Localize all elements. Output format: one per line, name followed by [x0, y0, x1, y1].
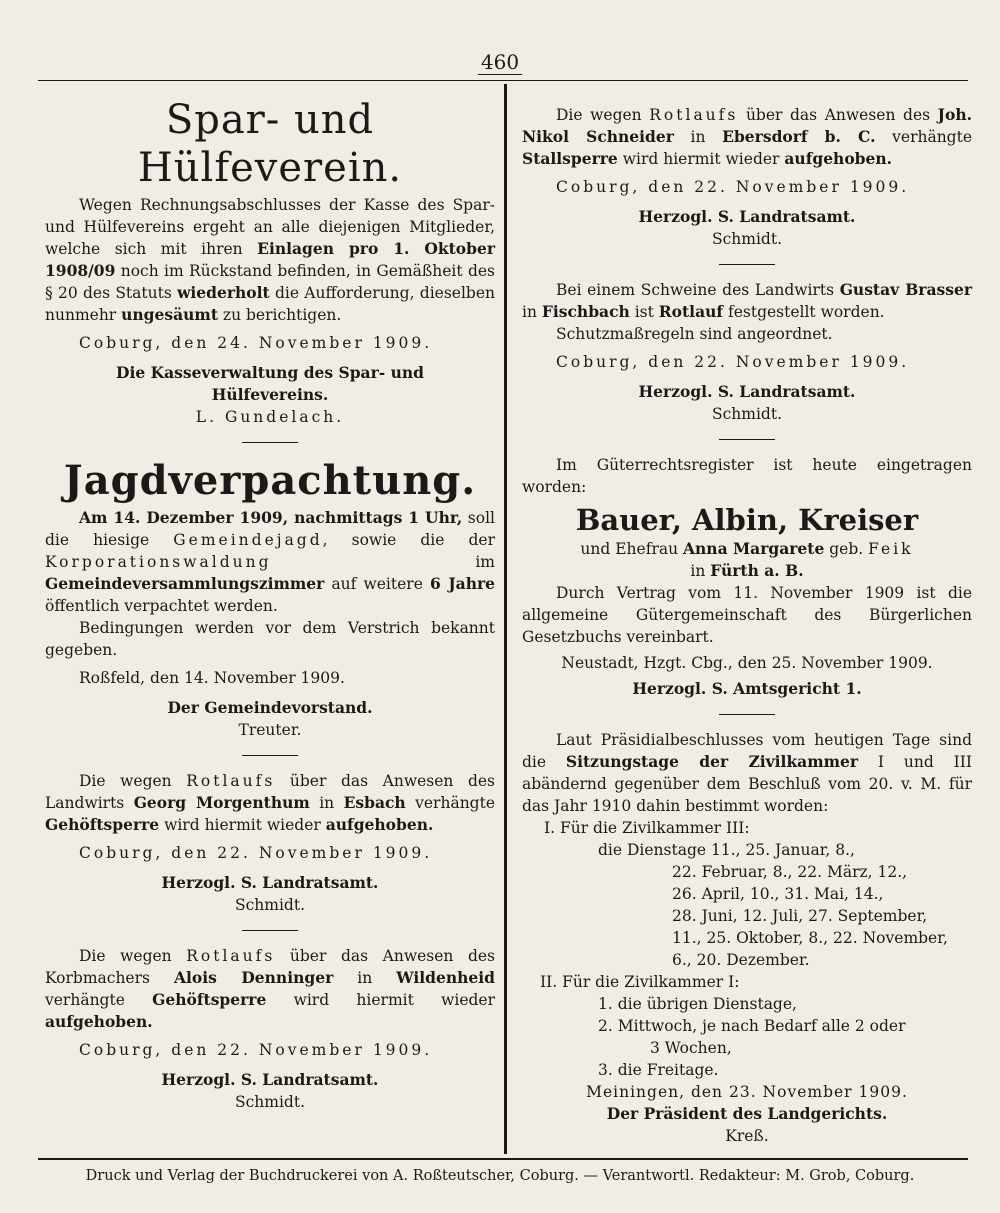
place-date: Coburg, den 22. November 1909.	[79, 844, 433, 862]
column-divider	[504, 84, 507, 1154]
authority-line-2: Hülfevereins.	[211, 385, 329, 404]
signature: L. Gundelach.	[195, 408, 345, 426]
notice-spar-huelfeverein	[45, 96, 495, 428]
list-item: 28. Juni, 12. Juli, 27. September,	[672, 907, 928, 925]
place-date: Coburg, den 22. November 1909.	[79, 1041, 433, 1059]
residence-line: in Fürth a. B.	[690, 561, 804, 580]
list-item: die Dienstage 11., 25. Januar, 8.,	[598, 841, 855, 859]
notice-stallsperre-ebersdorf	[522, 104, 972, 250]
notice-sitzungstage	[522, 729, 972, 1147]
signature: Schmidt.	[234, 1093, 305, 1111]
spouse-line: und Ehefrau Anna Margarete geb. Feik	[580, 539, 914, 558]
notice-jagdverpachtung	[45, 457, 495, 741]
authority: Herzogl. S. Landratsamt.	[638, 382, 856, 401]
notice-body: Bei einem Schweine des Landwirts Gustav Brasser in Fischbach ist Rotlauf festgestellt worden.	[522, 280, 972, 321]
imprint-footer: Druck und Verlag der Buchdruckerei von A. Roßteutscher, Coburg. — Verantwortl. Redakteur: M. Grob, Coburg.	[85, 1168, 915, 1184]
list-item: 3. die Freitage.	[598, 1061, 719, 1079]
place-date: Coburg, den 22. November 1909.	[556, 353, 910, 371]
notice-body: Laut Präsidialbeschlusses vom heutigen Tage sind die Sitzungstage der Zivilkammer I und III abändernd gegenüber dem Beschluß vom 20. v. M. für das Jahr 1910 dahin bestimmt worden:	[522, 731, 972, 815]
place-date: Roßfeld, den 14. November 1909.	[79, 669, 345, 687]
notice-body: Am 14. Dezember 1909, nachmittags 1 Uhr, soll die hiesige Gemeindejagd, sowie die der Korporationswaldung im Gemeindeversammlungszimmer auf weitere 6 Jahre öffentlich verpachtet werden.	[45, 508, 496, 615]
list-item: I. Für die Zivilkammer III:	[544, 819, 750, 837]
authority-line-1: Die Kasseverwaltung des Spar- und	[116, 363, 424, 382]
separator	[242, 755, 298, 756]
place-date: Meiningen, den 23. November 1909.	[586, 1083, 908, 1101]
page-number: 460	[0, 50, 1000, 74]
signature: Schmidt.	[711, 405, 782, 423]
signature: Treuter.	[238, 721, 302, 739]
notice-gehoeftsperre-esbach	[45, 770, 495, 916]
notice-body: Die wegen Rotlaufs über das Anwesen des Landwirts Georg Morgenthum in Esbach verhängte Gehöftsperre wird hiermit wieder aufgehoben.	[45, 772, 495, 834]
notice-measures: Schutzmaßregeln sind angeordnet.	[556, 325, 833, 343]
authority: Herzogl. S. Landratsamt.	[161, 1070, 379, 1089]
authority: Herzogl. S. Landratsamt.	[638, 207, 856, 226]
list-item: 11., 25. Oktober, 8., 22. November,	[672, 929, 948, 947]
separator	[242, 442, 298, 443]
list-item: 1. die übrigen Dienstage,	[598, 995, 797, 1013]
authority: Herzogl. S. Amtsgericht 1.	[632, 679, 862, 698]
authority: Der Präsident des Landgerichts.	[606, 1104, 888, 1123]
notice-title: Jagdverpachtung.	[63, 457, 477, 504]
notice-body: Die wegen Rotlaufs über das Anwesen des Korbmachers Alois Denninger in Wildenheid verhängte Gehöftsperre wird hiermit wieder aufgehoben.	[45, 947, 496, 1031]
notice-conditions: Bedingungen werden vor dem Verstrich bekannt gegeben.	[45, 619, 495, 659]
authority: Herzogl. S. Landratsamt.	[161, 873, 379, 892]
left-column	[45, 90, 495, 1113]
right-column	[522, 90, 972, 1147]
place-date: Coburg, den 22. November 1909.	[556, 178, 910, 196]
separator	[719, 264, 775, 265]
registered-name: Bauer, Albin, Kreiser	[575, 503, 919, 537]
schedule-list	[522, 817, 972, 1081]
list-item: 6., 20. Dezember.	[672, 951, 810, 969]
list-item: 26. April, 10., 31. Mai, 14.,	[672, 885, 884, 903]
list-item: 3 Wochen,	[650, 1039, 732, 1057]
place-date: Neustadt, Hzgt. Cbg., den 25. November 1909.	[561, 654, 933, 672]
footer-rule	[38, 1158, 968, 1160]
notice-title: Spar- und Hülfeverein.	[137, 97, 403, 191]
list-item: 2. Mittwoch, je nach Bedarf alle 2 oder	[598, 1017, 906, 1035]
notice-rotlauf-fischbach	[522, 279, 972, 425]
header-rule	[38, 80, 968, 81]
notice-gueterrechtsregister	[522, 454, 972, 700]
notice-body: Die wegen Rotlaufs über das Anwesen des Joh. Nikol Schneider in Ebersdorf b. C. verhängte Stallsperre wird hiermit wieder aufgehoben.	[522, 105, 973, 168]
authority: Der Gemeindevorstand.	[167, 698, 373, 717]
separator	[242, 930, 298, 931]
signature: Kreß.	[725, 1127, 769, 1145]
notice-gehoeftsperre-wildenheid	[45, 945, 495, 1113]
notice-intro: Im Güterrechtsregister ist heute eingetragen worden:	[522, 456, 972, 496]
separator	[719, 714, 775, 715]
place-date: Coburg, den 24. November 1909.	[79, 334, 433, 352]
notice-body: Wegen Rechnungsabschlusses der Kasse des Spar- und Hülfevereins ergeht an alle diejenigen Mitglieder, welche sich mit ihren Einlagen pro 1. Oktober 1908/09 noch im Rückstand befinden, in Gemäßheit des § 20 des Statuts wiederholt die Aufforderung, dieselben nunmehr ungesäumt zu berichtigen.	[45, 196, 495, 324]
separator	[719, 439, 775, 440]
signature: Schmidt.	[234, 896, 305, 914]
signature: Schmidt.	[711, 230, 782, 248]
list-item: II. Für die Zivilkammer I:	[540, 973, 740, 991]
list-item: 22. Februar, 8., 22. März, 12.,	[672, 863, 908, 881]
notice-body: Durch Vertrag vom 11. November 1909 ist die allgemeine Gütergemeinschaft des Bürgerlichen Gesetzbuchs vereinbart.	[522, 584, 972, 646]
